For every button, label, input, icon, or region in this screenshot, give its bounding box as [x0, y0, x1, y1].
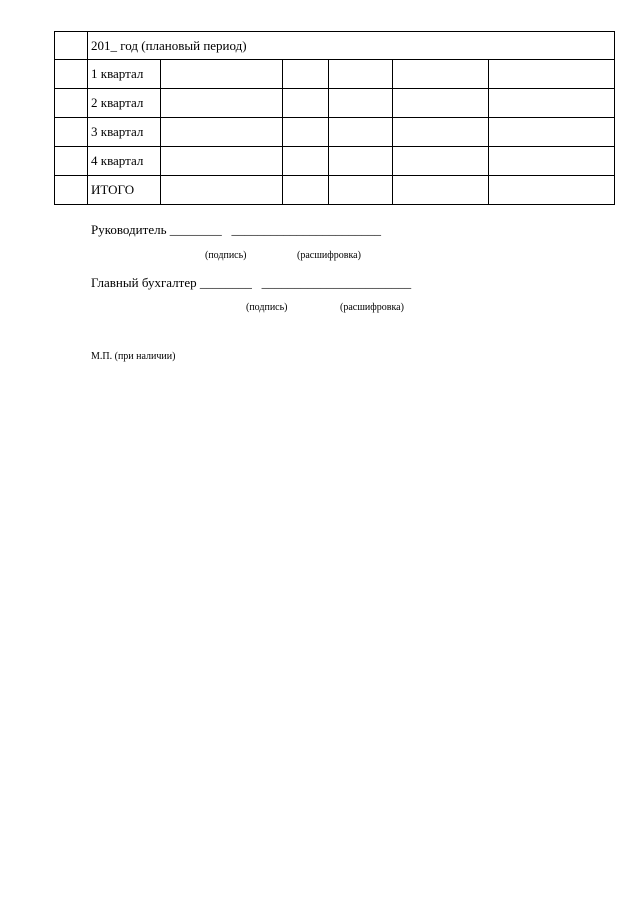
table-cell — [283, 147, 329, 176]
table-cell — [161, 147, 283, 176]
table-cell — [161, 118, 283, 147]
table-row — [55, 147, 615, 176]
period-header: 201_ год (плановый период) — [88, 32, 615, 60]
table-cell — [329, 147, 393, 176]
table-row — [55, 32, 615, 60]
row-label-total: ИТОГО — [88, 176, 161, 205]
table-cell — [393, 118, 489, 147]
table-cell — [161, 89, 283, 118]
accountant-sign-caption: (подпись) — [246, 302, 288, 313]
table-cell — [329, 60, 393, 89]
table-cell — [329, 176, 393, 205]
table-cell — [489, 60, 615, 89]
table-cell — [55, 118, 88, 147]
table-cell — [329, 118, 393, 147]
table-cell — [393, 89, 489, 118]
table-cell — [489, 147, 615, 176]
table-cell — [55, 176, 88, 205]
table-row — [55, 60, 615, 89]
table-cell — [55, 147, 88, 176]
row-label: 2 квартал — [88, 89, 161, 118]
head-decode-caption: (расшифровка) — [297, 250, 361, 261]
accountant-decode-caption: (расшифровка) — [340, 302, 404, 313]
table-cell — [489, 118, 615, 147]
table-cell — [393, 60, 489, 89]
table-cell — [55, 32, 88, 60]
table-cell — [283, 60, 329, 89]
table-cell — [393, 147, 489, 176]
table-cell — [489, 89, 615, 118]
row-label: 4 квартал — [88, 147, 161, 176]
table-cell — [489, 176, 615, 205]
table-row — [55, 118, 615, 147]
row-label: 3 квартал — [88, 118, 161, 147]
table-cell — [283, 118, 329, 147]
table-cell — [161, 176, 283, 205]
table-cell — [283, 89, 329, 118]
report-table — [54, 31, 615, 205]
row-label: 1 квартал — [88, 60, 161, 89]
head-signature-line: Руководитель ________ _______________________ — [91, 222, 381, 237]
table-cell — [283, 176, 329, 205]
table-row — [55, 89, 615, 118]
accountant-signature-line: Главный бухгалтер ________ _______________________ — [91, 275, 412, 290]
head-sign-caption: (подпись) — [205, 250, 247, 261]
table-cell — [161, 60, 283, 89]
stamp-note: М.П. (при наличии) — [91, 351, 176, 362]
table-cell — [329, 89, 393, 118]
table-row — [55, 176, 615, 205]
table-cell — [55, 60, 88, 89]
table-cell — [393, 176, 489, 205]
table-cell — [55, 89, 88, 118]
